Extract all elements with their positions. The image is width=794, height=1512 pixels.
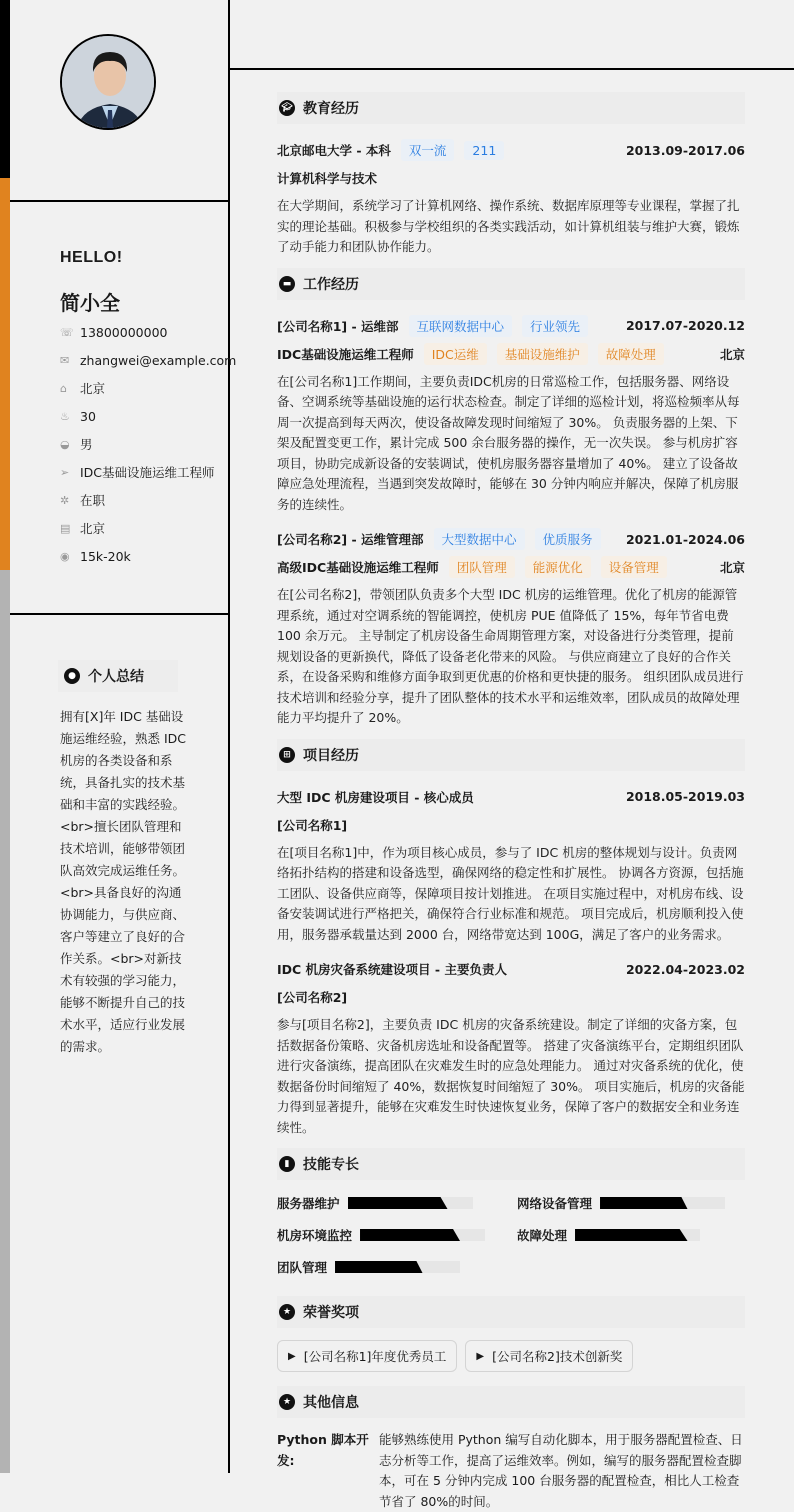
other-key: Python 脚本开发: bbox=[277, 1432, 369, 1468]
skill-bar-fill bbox=[360, 1229, 460, 1241]
main-content bbox=[277, 92, 745, 1512]
contact-item bbox=[60, 406, 220, 434]
divider bbox=[10, 613, 228, 615]
skill-bar-fill bbox=[348, 1197, 448, 1209]
contact-item bbox=[60, 378, 220, 406]
section-title: 工作经历 bbox=[303, 276, 359, 293]
city: 北京 bbox=[719, 560, 745, 575]
other-value: 能够熟练使用 Python 编写自动化脚本，用于服务器配置检查、日志分析等工作，提高了运维效率。例如，编写的服务器配置检查脚本，可在 5 分钟内完成 100 台服务器的配置检查，相比人工检查节省了 80%的时间。 bbox=[379, 1432, 743, 1509]
section-header-education bbox=[277, 92, 745, 124]
candidate-name: 简小全 bbox=[60, 291, 120, 315]
cake-icon: ♨ bbox=[60, 410, 70, 423]
accent-strip-orange bbox=[0, 178, 10, 570]
briefcase-icon: ▬ bbox=[279, 276, 295, 292]
contact-item bbox=[60, 518, 220, 546]
skill-item bbox=[517, 1192, 745, 1214]
section-title: 个人总结 bbox=[88, 669, 144, 685]
contact-item bbox=[60, 490, 220, 518]
skill-item bbox=[517, 1224, 745, 1246]
section-header-skills bbox=[277, 1148, 745, 1180]
contact-value: 13800000000 bbox=[80, 325, 168, 340]
contact-value: 30 bbox=[80, 409, 96, 424]
skill-bar bbox=[335, 1261, 460, 1273]
section-title: 其他信息 bbox=[303, 1395, 359, 1411]
play-triangle-icon: ▶ bbox=[476, 1350, 485, 1362]
tag: 行业领先 bbox=[522, 315, 588, 337]
skill-tag: 团队管理 bbox=[449, 556, 515, 578]
project-item bbox=[277, 955, 745, 1138]
skill-bar bbox=[348, 1197, 473, 1209]
skill-bar bbox=[360, 1229, 485, 1241]
work-item bbox=[277, 312, 745, 516]
accent-strip-black bbox=[0, 0, 10, 178]
contact-list bbox=[60, 322, 237, 574]
date: 2018.05-2019.03 bbox=[625, 789, 745, 804]
status-icon: ✲ bbox=[60, 494, 70, 507]
project-item bbox=[277, 783, 745, 946]
contact-value: 男 bbox=[80, 437, 93, 452]
award-label: [公司名称1]年度优秀员工 bbox=[303, 1349, 447, 1364]
grid-icon: ⊞ bbox=[279, 747, 295, 763]
avatar bbox=[60, 34, 156, 130]
tag: 211 bbox=[464, 141, 504, 160]
section-header-work bbox=[277, 268, 745, 300]
gender-icon: ◒ bbox=[60, 438, 70, 451]
company: [公司名称2] bbox=[277, 990, 348, 1005]
company: [公司名称1] - 运维部 bbox=[277, 318, 399, 334]
section-title: 项目经历 bbox=[303, 747, 359, 764]
summary-text: 拥有[X]年 IDC 基础设施运维经验，熟悉 IDC 机房的各类设备和系统，具备扎实的技术基础和丰富的实践经验。<br>擅长团队管理和技术培训，能够带领团队高效完成运维任务。<br>具备良好的沟通协调能力，与供应商、客户等建立了良好的合作关系。<br>对新技术有较强的学习能力，能够不断提升自己的技术水平，适应行业发展的需求。 bbox=[60, 709, 187, 1054]
skill-tag: IDC运维 bbox=[424, 343, 487, 365]
contact-item bbox=[60, 546, 220, 574]
hello-heading: HELLO! bbox=[60, 249, 123, 266]
skill-bar bbox=[600, 1197, 725, 1209]
skill-name: 故障处理 bbox=[517, 1228, 568, 1243]
skill-bar-fill bbox=[600, 1197, 688, 1209]
section-title: 技能专长 bbox=[303, 1157, 359, 1173]
skill-name: 网络设备管理 bbox=[517, 1196, 593, 1211]
graduation-cap-icon: 🎓︎ bbox=[279, 100, 295, 116]
mail-icon: ✉ bbox=[60, 354, 70, 367]
work-item bbox=[277, 525, 745, 729]
city: 北京 bbox=[719, 346, 745, 362]
award-icon: ★ bbox=[279, 1304, 295, 1320]
divider bbox=[228, 0, 230, 1473]
work-desc: 在[公司名称1]工作期间，主要负责IDC机房的日常巡检工作，包括服务器、网络设备、空调系统等基础设施的运行状态检查。制定了详细的巡检计划，将巡检频率从每周一次提高到每天两次，使设备故障发现时间缩短了 30%。 负责服务器的上架、下架及配置变更工作，累计完成 500 余台服务器的操作，无一次失误。 参与机房扩容项目，协助完成新设备的安装调试，使机房服务器容量增加了 40%。 建立了设备故障应急处理流程，当遇到突发故障时，能够在 30 分钟内响应并解决，保障了机房服务的连续性。 bbox=[277, 373, 740, 512]
user-icon: ● bbox=[64, 668, 80, 684]
accent-strip-grey bbox=[0, 570, 10, 1473]
section-header-other bbox=[277, 1386, 745, 1418]
contact-value: zhangwei@example.com bbox=[80, 353, 237, 368]
skill-tag: 故障处理 bbox=[598, 343, 664, 365]
tag: 优质服务 bbox=[535, 528, 601, 550]
company: [公司名称1] bbox=[277, 817, 348, 833]
project-name: 大型 IDC 机房建设项目 - 核心成员 bbox=[277, 789, 474, 805]
contact-value: IDC基础设施运维工程师 bbox=[80, 465, 215, 480]
skill-tag: 能源优化 bbox=[525, 556, 591, 578]
tag: 双一流 bbox=[401, 139, 455, 161]
date: 2013.09-2017.06 bbox=[625, 142, 745, 158]
skill-item bbox=[277, 1224, 517, 1246]
project-name: IDC 机房灾备系统建设项目 - 主要负责人 bbox=[277, 962, 507, 977]
contact-item bbox=[60, 462, 220, 490]
section-header-awards bbox=[277, 1296, 745, 1328]
role: IDC基础设施运维工程师 bbox=[277, 346, 414, 362]
date: 2021.01-2024.06 bbox=[625, 531, 745, 547]
send-icon: ➢ bbox=[60, 466, 70, 479]
section-title: 教育经历 bbox=[303, 101, 359, 117]
other-item bbox=[277, 1430, 745, 1512]
tag: 大型数据中心 bbox=[434, 528, 525, 550]
skill-tag: 设备管理 bbox=[601, 556, 667, 578]
skill-bar-fill bbox=[575, 1229, 688, 1241]
chart-icon: ▮ bbox=[279, 1156, 295, 1172]
major: 计算机科学与技术 bbox=[277, 171, 378, 186]
play-triangle-icon: ▶ bbox=[288, 1350, 296, 1362]
contact-value: 在职 bbox=[80, 493, 106, 508]
contact-item bbox=[60, 350, 237, 378]
project-desc: 在[项目名称1]中，作为项目核心成员，参与了 IDC 机房的整体规划与设计。负责网络拓扑结构的搭建和设备选型，确保网络的稳定性和扩展性。 协调各方资源，包括施工团队、设备供应商等，保障项目按计划推进。 在项目实施过程中，对机房布线、设备安装调试进行严格把关，确保符合行业标准和规范。 项目完成后，机房顺利投入使用，服务器承载量达到 2000 台，网络带宽达到 100G，满足了客户的业务需求。 bbox=[277, 844, 744, 942]
award-item[interactable] bbox=[465, 1340, 633, 1372]
date: 2017.07-2020.12 bbox=[625, 318, 745, 333]
section-title: 荣誉奖项 bbox=[303, 1305, 359, 1321]
info-icon: ★ bbox=[279, 1394, 295, 1410]
skill-bar bbox=[575, 1229, 700, 1241]
role: 高级IDC基础设施运维工程师 bbox=[277, 560, 439, 575]
date: 2022.04-2023.02 bbox=[625, 961, 745, 977]
skill-item bbox=[277, 1256, 517, 1278]
contact-value: 北京 bbox=[80, 521, 106, 536]
phone-icon: ☏ bbox=[60, 326, 74, 339]
section-header-projects bbox=[277, 739, 745, 771]
building-icon: ▤ bbox=[60, 522, 71, 535]
project-desc: 参与[项目名称2]，主要负责 IDC 机房的灾备系统建设。制定了详细的灾备方案，包括数据备份策略、灾备机房选址和设备配置等。 搭建了灾备演练平台，定期组织团队进行灾备演练，提高团队在灾难发生时的应急处理能力。 通过对灾备系统的优化，使数据备份时间缩短了 40%，数据恢复时间缩短了 30%。 项目实施后，机房的灾备能力得到显著提升，能够在灾难发生时快速恢复业务，保障了客户的数据安全和业务连续性。 bbox=[277, 1017, 745, 1135]
skill-name: 团队管理 bbox=[277, 1260, 328, 1275]
tag: 互联网数据中心 bbox=[409, 315, 513, 337]
education-desc: 在大学期间，系统学习了计算机网络、操作系统、数据库原理等专业课程，掌握了扎实的理论基础。积极参与学校组织的各类实践活动，如计算机组装与维护大赛，锻炼了动手能力和团队协作能力。 bbox=[277, 198, 740, 254]
divider bbox=[10, 200, 228, 202]
salary-icon: ◉ bbox=[60, 550, 70, 563]
skill-item bbox=[277, 1192, 517, 1214]
contact-value: 15k-20k bbox=[80, 549, 131, 564]
contact-item bbox=[60, 322, 220, 350]
section-header-summary bbox=[58, 660, 178, 692]
home-icon: ⌂ bbox=[60, 382, 67, 395]
award-label: [公司名称2]技术创新奖 bbox=[492, 1349, 623, 1364]
school-name: 北京邮电大学 - 本科 bbox=[277, 143, 391, 158]
contact-value: 北京 bbox=[80, 381, 106, 396]
company: [公司名称2] - 运维管理部 bbox=[277, 532, 424, 547]
work-desc: 在[公司名称2]，带领团队负责多个大型 IDC 机房的运维管理。优化了机房的能源管理系统，通过对空调系统的智能调控，使机房 PUE 值降低了 15%，每年节省电费 100 余万元。 主导制定了机房设备生命周期管理方案，对设备进行分类管理，提前规划设备的更新换代，降低了设备老化带来的风险。 与供应商建立了良好的合作关系，在设备采购和维修方面争取到更优惠的价格和更快捷的服务。 组织团队成员进行技术培训和经验分享，提升了团队整体的技术水平和运维效率，团队成员的故障处理能力平均提升了 20%。 bbox=[277, 587, 744, 725]
award-item[interactable] bbox=[277, 1340, 457, 1372]
contact-item bbox=[60, 434, 220, 462]
skill-tag: 基础设施维护 bbox=[497, 343, 588, 365]
skill-bar-fill bbox=[335, 1261, 423, 1273]
skill-name: 服务器维护 bbox=[277, 1196, 340, 1211]
skill-name: 机房环境监控 bbox=[277, 1228, 353, 1243]
divider bbox=[228, 68, 794, 70]
